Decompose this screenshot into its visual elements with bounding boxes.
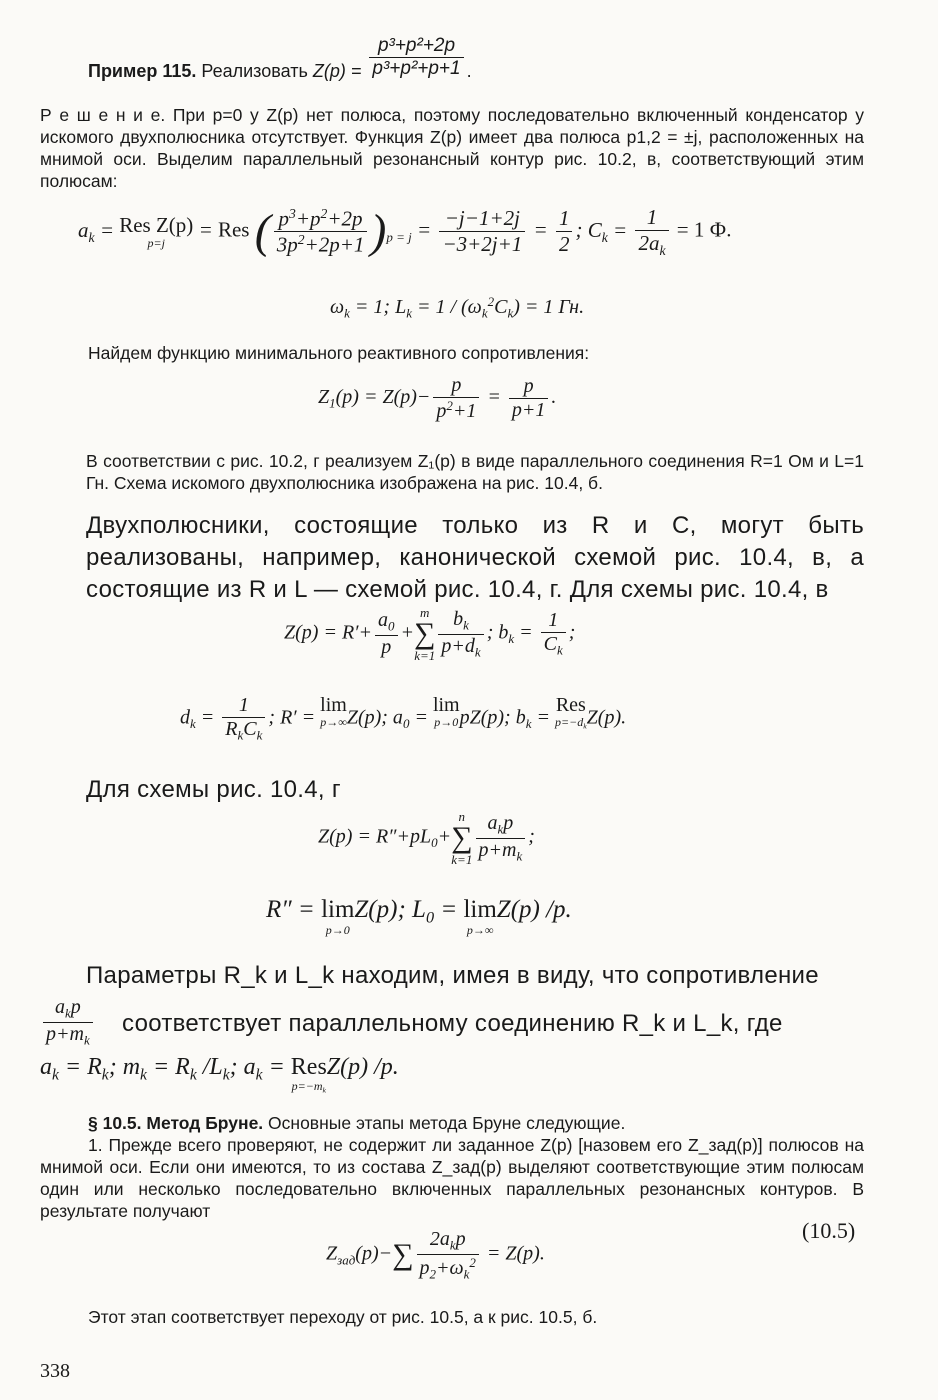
example-heading-line: Пример 115. Реализовать Z(p) = $\frac{\text{p³+p²+2p}}{\text{p³+p²+p+1}}$ . (88, 34, 472, 81)
page-number: 338 (40, 1360, 70, 1382)
formula-ak: $a_k$ = Res Z(p) p=j = Res ( $\frac{p^3+p^2+2p}{3p^2+2p+1}$ )$_{p = j}$ = $\frac{-j-1+2j}{-3+2j+1}$ = $\frac{1}{2}$ ; $C_k$ = $\frac{1}{2a_k}$ = 1 Ф. (78, 204, 732, 258)
example-lhs: Z(p) = (312, 61, 362, 81)
formula-z1: $Z_1(p) = Z(p)-$ $\frac{p}{p^2+1}$ = $\frac{p}{p+1}$ . (318, 374, 557, 423)
accordance-paragraph: В соответствии с рис. 10.2, г реализуем Z₁(p) в виде параллельного соединения R=1 Ом и L=1 Гн. Схема искомого двухполюсника изображена на рис. 10.4, б. (86, 451, 864, 493)
params-line-2: соответствует параллельному соединению R_k и L_k, где (122, 1010, 783, 1037)
example-denominator: p³+p²+p+1 (372, 57, 461, 79)
example-label: Пример 115. (88, 61, 197, 81)
step-note: Этот этап соответствует переходу от рис. 10.5, а к рис. 10.5, б. (88, 1307, 598, 1327)
rc-paragraph: Двухполюсники, состоящие только из R и C, могут быть реализованы, например, канонической схемой рис. 10.4, в, а состоящие из R и L — схемой рис. 10.4, г. Для схемы рис. 10.4, в (86, 512, 864, 603)
formula-10-5: $Z_{зад}(p)-$ ∑ $\frac{2a_kp}{p_2+\omega_k^2}$ = Z(p). (326, 1228, 545, 1282)
min-reactance-text: Найдем функцию минимального реактивного сопротивления: (88, 343, 590, 363)
formula-wk: $\omega_k = 1$; $L_k = 1 / (\omega_k^2C_k) = 1$ Гн. (330, 294, 585, 321)
example-numerator: p³+p²+2p (369, 35, 463, 58)
step1-paragraph (40, 1134, 864, 1222)
example-fraction (369, 35, 463, 80)
formula-z-rc: Z(p) = R′+ $\frac{a_0}{p}$ + m ∑ k=1 $\frac{b_k}{p+d_k}$ ; $b_k$ = $\frac{1}{C_k}$ ; (284, 605, 576, 663)
scheme-g-text: Для схемы рис. 10.4, г (86, 776, 341, 803)
params-fraction: $\frac{a_kp}{p+m_k}$ (40, 996, 96, 1048)
section-intro: Основные этапы метода Бруне следующие. (268, 1113, 626, 1133)
params-line-1: Параметры R_k и L_k находим, имея в виду, что сопротивление (86, 962, 819, 989)
section-heading: § 10.5. Метод Бруне. (88, 1113, 264, 1133)
equation-number: (10.5) (802, 1218, 856, 1243)
solution-text: При p=0 у Z(p) нет полюса, поэтому последовательно включенный конденсатор у искомого двухполюсника отсутствует. Функция Z(p) имеет два полюса p1,2 = ±j, расположенных на мнимой оси. Выделим параллельный резонансный контур рис. 10.2, в, соответствующий этим полюсам: (40, 105, 864, 191)
solution-label: Р е ш е н и е. (40, 105, 166, 125)
formula-dk: $d_k$ = $\frac{1}{R_kC_k}$ ; R′ = lim p→∞ Z(p); $a_0 = \lim$ p→0 pZ(p); $b_k$ = Res $p=-d_k$ Z(p). (180, 694, 627, 743)
step1-text: 1. Прежде всего проверяют, не содержит ли заданное Z(p) [назовем его Z_зад(p)] полюсов на мнимой оси. Если они имеются, то из состава Z_зад(p) выделяют соответствующие этим полюсам один или несколько последовательно включенных параллельных резонансных контуров. В результате получают (40, 1135, 864, 1221)
section-heading-line (88, 1112, 625, 1134)
formula-params: $a_k = R_k$; $m_k = R_k$ $/L_k$; $a_k$ = Res $p=-m_k$ Z(p) /p. (40, 1054, 399, 1096)
formula-r2: R″ = lim p→0 Z(p); $L_0 = \lim$ p→∞ Z(p) /p. (266, 896, 572, 937)
formula-z-rl: $Z(p) = R''+pL_0+$ n ∑ k=1 $\frac{a_kp}{p+m_k}$ ; (318, 809, 535, 867)
example-intro: Реализовать (201, 61, 308, 81)
solution-paragraph (40, 104, 864, 192)
